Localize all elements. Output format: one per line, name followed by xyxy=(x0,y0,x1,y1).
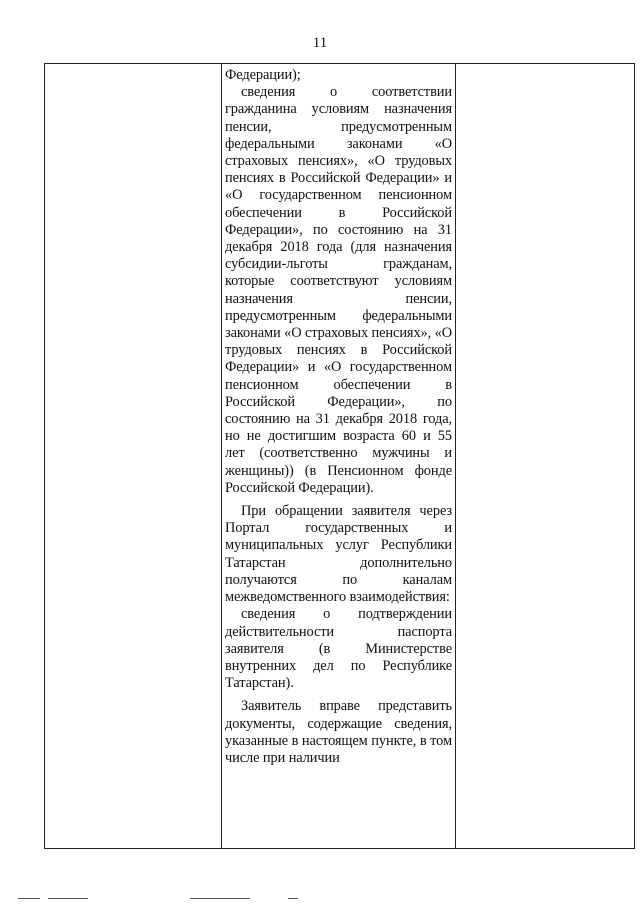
paragraph-3: При обращении заявителя через Портал государственных и муниципальных услуг Республики Татарстан дополнительно получаются по каналам межведомственного взаимодействия: xyxy=(225,503,452,606)
table-cell-left xyxy=(45,64,222,849)
paragraph-2: сведения о соответствии гражданина условиям назначения пенсии, предусмотренным федеральными законами «О страховых пенсиях», «О трудовых пенсиях в Российской Федерации» и «О государственном пенсионном обеспечении в Российской Федерации», по состоянию на 31 декабря 2018 года (для назначения субсидии-льготы гражданам, которые соответствуют условиям назначения пенсии, предусмотренным федеральными законами «О страховых пенсиях», «О трудовых пенсиях в Российской Федерации» и «О государственном пенсионном обеспечении в Российской Федерации», по состоянию на 31 декабря 2018 года, но не достигшим возраста 60 и 55 лет (соответственно мужчины и женщины)) (в Пенсионном фонде Российской Федерации). xyxy=(225,84,453,496)
cell-text xyxy=(222,64,455,767)
paragraph-5: Заявитель вправе представить документы, содержащие сведения, указанные в настоящем пункте, в том числе при наличии xyxy=(225,698,452,766)
table-row xyxy=(45,64,635,849)
table-cell-middle xyxy=(222,64,456,849)
scan-artifact-marks xyxy=(0,894,640,904)
paragraph-4: сведения о подтверждении действительности паспорта заявителя (в Министерстве внутренних дел по Республике Татарстан). xyxy=(225,606,452,692)
paragraph-1: Федерации); xyxy=(225,67,301,83)
table-cell-right xyxy=(456,64,635,849)
document-table xyxy=(44,63,635,849)
page-number: 11 xyxy=(312,35,328,51)
